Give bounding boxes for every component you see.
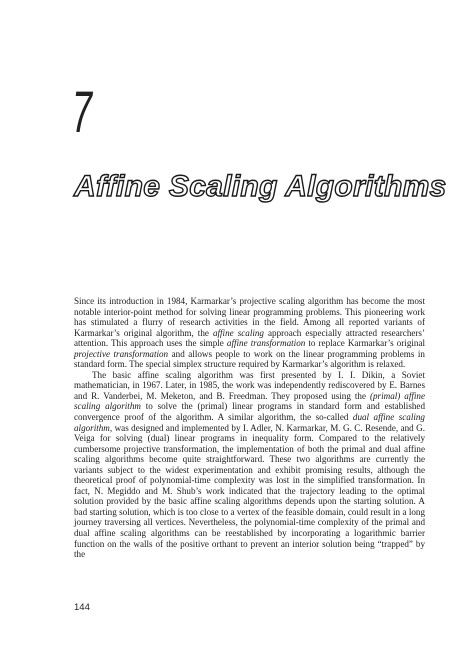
paragraph-2-text-3: , was designed and implemented by I. Adler, N. Karmarkar, M. G. C. Resende, and G. Veiga for solving (dual) linear programs in inequality form. Compared to the relatively cumbersome projective transformation, the implementation of both the primal and dual affine scaling algorithms become quite straightforward. These two algorithms are currently the variants subject to the widest experimentation and exhibit promising results, although the theoretical proof of polynomial-time complexity was lost in the simplified transformation. In fact, N. Megiddo and M. Shub’s work indicated that the trajectory leading to the optimal solution provided by the basic affine scaling algorithms depends upon the starting solution. A bad starting solution, which is too close to a vertex of the feasible domain, could result in a long journey traversing all vertices. Nevertheless, the polynomial-time complexity of the primal and dual affine scaling algorithms can be reestablished by incorporating a logarithmic barrier function on the walls of the positive orthant to prevent an interior solution being “trapped” by the	[74, 422, 425, 560]
paragraph-2	[74, 370, 425, 560]
paragraph-1-text-1: Since its introduction in 1984, Karmarkar’s projective scaling algorithm has become the most notable interior-point method for solving linear programming problems. This pioneering work has stimulated a flurry of research activities in the field. Among all reported variants of Karmarkar’s original algorithm, the	[74, 296, 425, 338]
paragraph-1-emphasis-projective-transformation: projective transformation	[74, 348, 169, 359]
paragraph-1	[74, 296, 425, 370]
paragraph-1-text-3: to replace Karmarkar’s original	[305, 338, 426, 349]
paragraph-1-text-4: and allows people to work on the linear programming problems in standard form. The special simplex structure required by Karmarkar’s algorithm is relaxed.	[74, 348, 425, 370]
chapter-title: Affine Scaling Algorithms	[74, 170, 447, 203]
paragraph-2-text-1: The basic affine scaling algorithm was first presented by I. I. Dikin, a Soviet mathematician, in 1967. Later, in 1985, the work was independently rediscovered by E. Barnes and R. Vanderbei, M. Meketon, and B. Freedman. They proposed using the	[74, 369, 425, 401]
paragraph-1-text-2: approach especially attracted researchers’ attention. This approach uses the simple	[74, 327, 425, 349]
paragraph-2-text-2: to solve the (primal) linear programs in standard form and established convergence proof of the algorithm. A similar algorithm, the so-called	[74, 401, 425, 423]
body-text	[74, 296, 425, 560]
paragraph-1-emphasis-affine-scaling: affine scaling	[212, 327, 264, 338]
chapter-number: 7	[72, 80, 92, 145]
page-number: 144	[74, 602, 90, 613]
paragraph-2-emphasis-dual-algorithm: dual affine scaling algorithm	[74, 412, 425, 433]
paragraph-2-emphasis-primal-algorithm: (primal) affine scaling algorithm	[74, 390, 425, 412]
paragraph-1-emphasis-affine-transformation: affine transformation	[226, 338, 306, 349]
